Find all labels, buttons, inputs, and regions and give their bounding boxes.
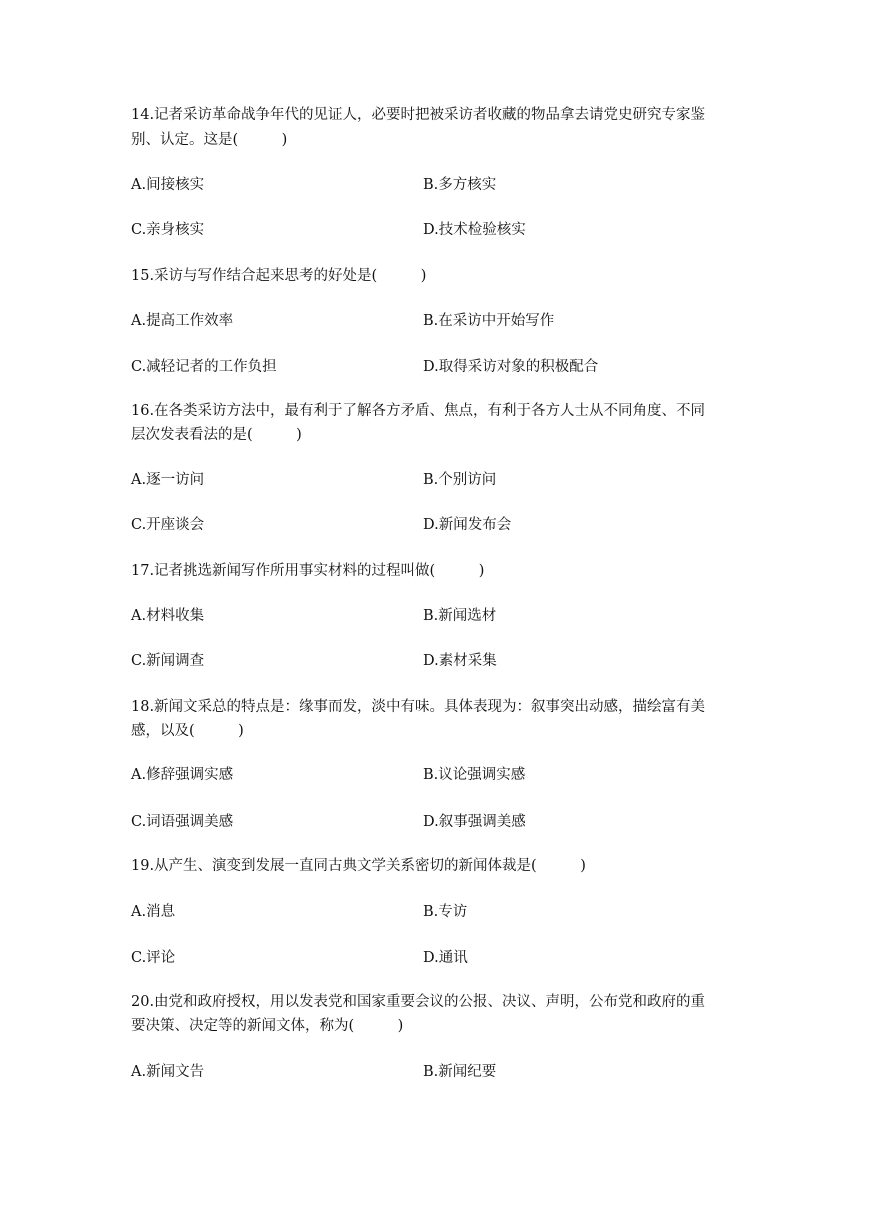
question-18-stem-line-1: 18.新闻文采总的特点是：缘事而发，淡中有味。具体表现为：叙事突出动感，描绘富有美 — [131, 699, 706, 715]
question-15-option-c: C.减轻记者的工作负担 — [131, 359, 277, 375]
question-19-stem-line-1: 19.从产生、演变到发展一直同古典文学关系密切的新闻体裁是( ) — [131, 858, 586, 874]
question-17-option-a: A.材料收集 — [131, 608, 205, 624]
question-15-option-d: D.取得采访对象的积极配合 — [423, 359, 599, 375]
question-18-option-c: C.词语强调美感 — [131, 814, 234, 830]
question-18-option-b: B.议论强调实感 — [423, 767, 526, 783]
question-16-option-b: B.个别访问 — [423, 472, 497, 488]
question-19-option-c: C.评论 — [131, 950, 176, 966]
question-15-stem-line-1: 15.采访与写作结合起来思考的好处是( ) — [131, 268, 427, 284]
question-19-option-d: D.通讯 — [423, 950, 468, 966]
question-20-option-a: A.新闻文告 — [131, 1064, 205, 1080]
question-16-stem-line-1: 16.在各类采访方法中，最有利于了解各方矛盾、焦点，有利于各方人士从不同角度、不同 — [131, 403, 706, 419]
question-16-option-a: A.逐一访问 — [131, 472, 205, 488]
question-20-option-b: B.新闻纪要 — [423, 1064, 497, 1080]
question-19-option-a: A.消息 — [131, 904, 176, 920]
question-19-option-b: B.专访 — [423, 904, 468, 920]
question-14-option-a: A.间接核实 — [131, 177, 205, 193]
question-14-stem-line-2: 别、认定。这是( ) — [131, 132, 288, 148]
question-17-option-c: C.新闻调查 — [131, 653, 205, 669]
question-17-stem-line-1: 17.记者挑选新闻写作所用事实材料的过程叫做( ) — [131, 563, 485, 579]
question-17-option-d: D.素材采集 — [423, 653, 497, 669]
question-18-option-d: D.叙事强调美感 — [423, 814, 526, 830]
question-14-stem-line-1: 14.记者采访革命战争年代的见证人，必要时把被采访者收藏的物品拿去请党史研究专家鉴 — [131, 107, 706, 123]
question-20-stem-line-2: 要决策、决定等的新闻文体，称为( ) — [131, 1018, 404, 1034]
question-18-option-a: A.修辞强调实感 — [131, 767, 234, 783]
question-14-option-d: D.技术检验核实 — [423, 222, 526, 238]
question-17-option-b: B.新闻选材 — [423, 608, 497, 624]
question-16-stem-line-2: 层次发表看法的是( ) — [131, 427, 302, 443]
question-16-option-c: C.开座谈会 — [131, 517, 205, 533]
question-15-option-b: B.在采访中开始写作 — [423, 313, 555, 329]
question-20-stem-line-1: 20.由党和政府授权，用以发表党和国家重要会议的公报、决议、声明，公布党和政府的重 — [131, 994, 706, 1010]
question-16-option-d: D.新闻发布会 — [423, 517, 512, 533]
question-18-stem-line-2: 感，以及( ) — [131, 723, 244, 739]
question-14-option-c: C.亲身核实 — [131, 222, 205, 238]
question-15-option-a: A.提高工作效率 — [131, 313, 234, 329]
question-14-option-b: B.多方核实 — [423, 177, 497, 193]
